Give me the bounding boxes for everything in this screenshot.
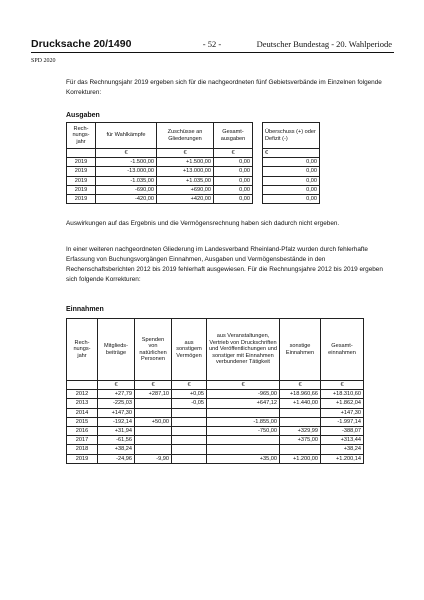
cell: 0,00 [263, 167, 320, 176]
cell: +50,00 [135, 417, 172, 426]
table-row [67, 426, 364, 435]
cell: 2019 [67, 185, 96, 194]
cell [207, 408, 280, 417]
cell: -9,90 [135, 454, 172, 463]
table-row [67, 408, 364, 417]
table-row [263, 167, 320, 176]
second-paragraph: In einer weiteren nachgeordneten Gliederung im Landesverband Rheinland-Pfalz wurden durch fehlerhafte Erfassung von Buchungsvorgängen Einnahmen, Ausgaben und Vermögensbestände in den Rechenschaftsberichten 2012 bis 2019 fehlerhaft ausgewiesen. Für die Rechnungsjahre 2012 bis 2019 ergeben sich folgende Korrekturen: [66, 246, 383, 283]
einnahmen-header-sonstige: sonstige Einnahmen [280, 319, 321, 381]
unit-cell: € [157, 149, 214, 158]
ueberschuss-table [262, 122, 320, 204]
table-row [263, 194, 320, 203]
cell [207, 445, 280, 454]
cell: 0,00 [214, 185, 253, 194]
cell [172, 436, 207, 445]
cell: -690,00 [96, 185, 157, 194]
cell: +31,94 [98, 426, 135, 435]
cell: -1.035,00 [96, 176, 157, 185]
cell: +1.200,00 [280, 454, 321, 463]
cell: -420,00 [96, 194, 157, 203]
effects-paragraph: Auswirkungen auf das Ergebnis und die Vermögensrechnung haben sich dadurch nicht ergeben. [66, 220, 340, 227]
ausgaben-header-wahlkaempfe: für Wahlkämpfe [96, 123, 157, 149]
table-row [67, 445, 364, 454]
unit-cell: € [263, 149, 320, 158]
ausgaben-header-year: Rech-nungs-jahr [67, 123, 96, 149]
table-row [67, 158, 253, 167]
cell: -0,05 [172, 399, 207, 408]
cell [280, 417, 321, 426]
cell: +1.440,00 [280, 399, 321, 408]
header-divider [31, 52, 394, 53]
cell: 2019 [67, 167, 96, 176]
cell [135, 408, 172, 417]
cell: 2015 [67, 417, 98, 426]
page-header [0, 38, 424, 52]
cell: -1.997,14 [321, 417, 364, 426]
cell: +329,99 [280, 426, 321, 435]
einnahmen-header-gesamt: Gesamt-einnahmen [321, 319, 364, 381]
cell: +147,30 [98, 408, 135, 417]
cell [280, 445, 321, 454]
cell: -1.500,00 [96, 158, 157, 167]
cell: -965,00 [207, 390, 280, 399]
cell: -388,07 [321, 426, 364, 435]
table-row [263, 176, 320, 185]
einnahmen-title: Einnahmen [66, 306, 104, 313]
cell: +147,30 [321, 408, 364, 417]
cell [172, 454, 207, 463]
table-row [67, 436, 364, 445]
cell: 0,00 [263, 194, 320, 203]
table-row [263, 185, 320, 194]
cell: +27,79 [98, 390, 135, 399]
einnahmen-header-mitgliedsbeitraege: Mitglieds-beiträge [98, 319, 135, 381]
unit-cell [67, 381, 98, 390]
unit-cell: € [280, 381, 321, 390]
cell: 2019 [67, 158, 96, 167]
cell [135, 399, 172, 408]
cell: 2014 [67, 408, 98, 417]
intro-paragraph: Für das Rechnungsjahr 2019 ergeben sich für die nachgeordneten fünf Gebietsverbände im Einzelnen folgende Korrekturen: [66, 79, 382, 96]
einnahmen-header-year: Rech-nungs-jahr [67, 319, 98, 381]
einnahmen-header-veranstaltungen: aus Veranstaltungen, Vertrieb von Druckschriften und Veröffentlichungen und sonstiger mit Einnahmen verbundener Tätigkeit [207, 319, 280, 381]
cell: 2013 [67, 399, 98, 408]
cell: 2016 [67, 426, 98, 435]
cell: +375,00 [280, 436, 321, 445]
cell [172, 408, 207, 417]
unit-cell: € [98, 381, 135, 390]
cell: 2017 [67, 436, 98, 445]
cell: 0,00 [263, 185, 320, 194]
page-number: - 52 - [202, 39, 222, 49]
cell: 2019 [67, 454, 98, 463]
table-row [67, 194, 253, 203]
cell: +35,00 [207, 454, 280, 463]
einnahmen-table [66, 318, 364, 464]
einnahmen-header-spenden: Spenden von natürlichen Personen [135, 319, 172, 381]
cell: +18.960,66 [280, 390, 321, 399]
cell: -24,96 [98, 454, 135, 463]
cell [172, 417, 207, 426]
cell: +0,05 [172, 390, 207, 399]
ausgaben-header-zuschuesse: Zuschüsse an Gliederungen [157, 123, 214, 149]
unit-cell: € [214, 149, 253, 158]
cell: +690,00 [157, 185, 214, 194]
cell: -1.855,00 [207, 417, 280, 426]
unit-cell: € [135, 381, 172, 390]
cell: +1.200,14 [321, 454, 364, 463]
unit-cell: € [96, 149, 157, 158]
ausgaben-header-gesamt: Gesamt-ausgaben [214, 123, 253, 149]
cell: 2019 [67, 194, 96, 203]
cell: -61,56 [98, 436, 135, 445]
cell: +13.000,00 [157, 167, 214, 176]
cell: 0,00 [263, 158, 320, 167]
cell: -13.000,00 [96, 167, 157, 176]
document-number: Drucksache 20/1490 [31, 38, 132, 50]
cell: 0,00 [263, 176, 320, 185]
table-row [67, 390, 364, 399]
cell: +38,24 [98, 445, 135, 454]
cell: 0,00 [214, 167, 253, 176]
cell: 2012 [67, 390, 98, 399]
cell: +420,00 [157, 194, 214, 203]
cell: +647,12 [207, 399, 280, 408]
table-row [67, 454, 364, 463]
unit-cell [67, 149, 96, 158]
party-marker: SPD 2020 [31, 58, 56, 64]
ausgaben-title: Ausgaben [66, 112, 100, 119]
cell: +38,24 [321, 445, 364, 454]
ueberschuss-header: Überschuss (+) oder Defizit (-) [263, 123, 320, 149]
cell: 2019 [67, 176, 96, 185]
cell [172, 426, 207, 435]
cell: 2018 [67, 445, 98, 454]
cell: 0,00 [214, 194, 253, 203]
table-row [67, 176, 253, 185]
cell: -192,14 [98, 417, 135, 426]
cell: +287,10 [135, 390, 172, 399]
table-row [67, 399, 364, 408]
cell [172, 445, 207, 454]
cell [135, 436, 172, 445]
cell: +1.862,04 [321, 399, 364, 408]
table-row [67, 167, 253, 176]
cell: +1.035,00 [157, 176, 214, 185]
cell: -750,00 [207, 426, 280, 435]
publication-title: Deutscher Bundestag - 20. Wahlperiode [256, 39, 392, 49]
cell: 0,00 [214, 176, 253, 185]
table-row [263, 158, 320, 167]
unit-cell: € [207, 381, 280, 390]
cell: -225,03 [98, 399, 135, 408]
cell: +18.310,60 [321, 390, 364, 399]
cell: +1.500,00 [157, 158, 214, 167]
table-row [67, 417, 364, 426]
cell [135, 445, 172, 454]
table-row [67, 185, 253, 194]
cell [135, 426, 172, 435]
cell [207, 436, 280, 445]
einnahmen-header-vermoegen: aus sonstigem Vermögen [172, 319, 207, 381]
cell: 0,00 [214, 158, 253, 167]
cell: +313,44 [321, 436, 364, 445]
unit-cell: € [321, 381, 364, 390]
ausgaben-table [66, 122, 253, 204]
cell [280, 408, 321, 417]
unit-cell: € [172, 381, 207, 390]
